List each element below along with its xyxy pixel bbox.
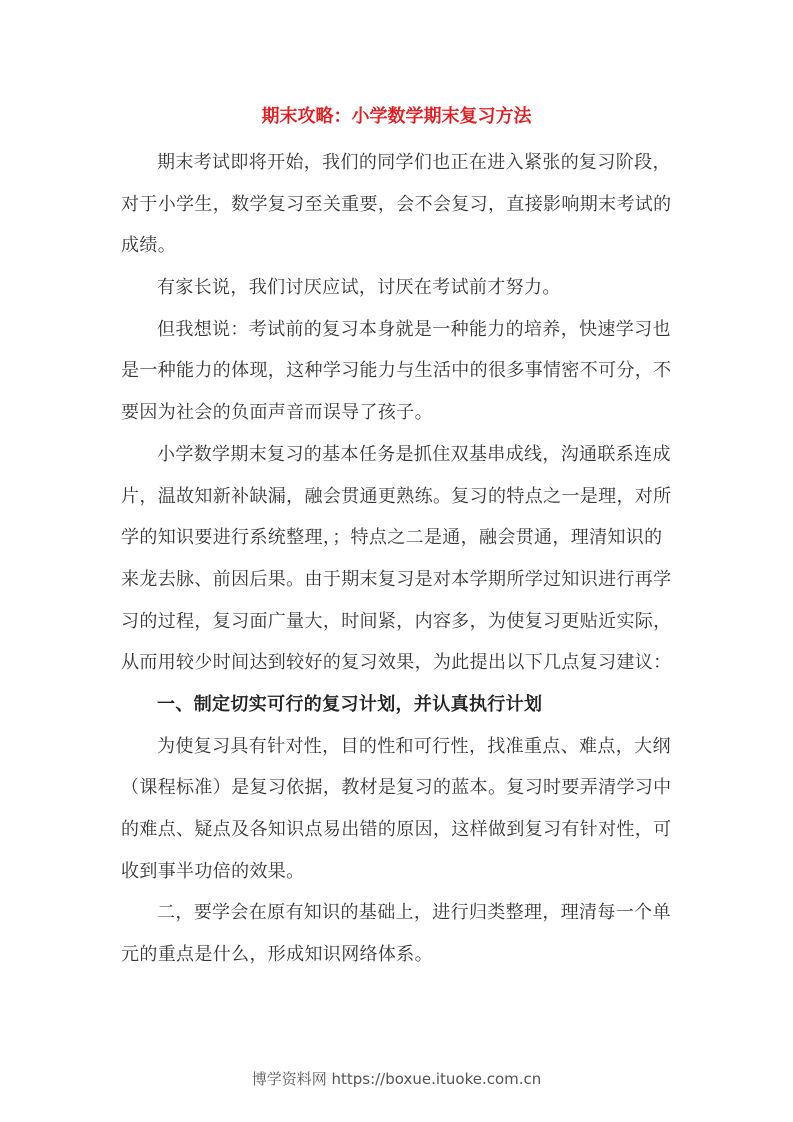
paragraph <box>121 892 681 975</box>
paragraph <box>121 142 681 267</box>
text-line: 的难点、疑点及各知识点易出错的原因，这样做到复习有针对性，可 <box>121 819 672 840</box>
text-line: 有家长说，我们讨厌应试，讨厌在考试前才努力。 <box>157 277 561 299</box>
text-line: 元的重点是什么，形成知识网络体系。 <box>121 944 433 966</box>
paragraph <box>121 267 681 309</box>
text-line: 小学数学期末复习的基本任务是抓住双基串成线，沟通联系连成 <box>157 443 671 465</box>
text-line: 期末考试即将开始，我们的同学们也正在进入紧张的复习阶段， <box>157 152 671 173</box>
text-line: 成绩。 <box>121 235 177 257</box>
paragraph <box>121 309 681 434</box>
text-line: （课程标准）是复习依据，教材是复习的蓝本。复习时要弄清学习中 <box>121 777 672 799</box>
section-heading <box>121 684 681 726</box>
text-line: 来龙去脉、前因后果。由于期末复习是对本学期所学过知识进行再学 <box>121 568 672 590</box>
text-line: 但我想说：考试前的复习本身就是一种能力的培养，快速学习也 <box>157 318 671 340</box>
text-line: 学的知识要进行系统整理，；特点之二是通，融会贯通，理清知识的 <box>121 527 663 549</box>
document-body <box>121 142 681 976</box>
text-line: 对于小学生，数学复习至关重要，会不会复习，直接影响期末考试的 <box>121 193 672 215</box>
text-line: 一、制定切实可行的复习计划，并认真执行计划 <box>157 693 543 715</box>
text-line: 从而用较少时间达到较好的复习效果，为此提出以下几点复习建议： <box>121 652 672 674</box>
text-line: 习的过程，复习面广量大，时间紧，内容多，为使复习更贴近实际， <box>121 610 672 632</box>
text-line: 二，要学会在原有知识的基础上，进行归类整理，理清每一个单 <box>157 902 671 924</box>
text-line: 是一种能力的体现，这种学习能力与生活中的很多事情密不可分，不 <box>121 360 672 382</box>
text-line: 收到事半功倍的效果。 <box>121 860 305 882</box>
text-line: 片，温故知新补缺漏，融会贯通更熟练。复习的特点之一是理，对所 <box>121 485 672 507</box>
footer-watermark: 博学资料网 https://boxue.ituoke.com.cn <box>251 1070 542 1088</box>
paragraph <box>121 726 681 893</box>
paragraph <box>121 434 681 684</box>
text-line: 要因为社会的负面声音而误导了孩子。 <box>121 402 433 424</box>
document-title: 期末攻略：小学数学期末复习方法 <box>261 106 532 127</box>
text-line: 为使复习具有针对性，目的性和可行性，找准重点、难点，大纲 <box>157 735 671 757</box>
